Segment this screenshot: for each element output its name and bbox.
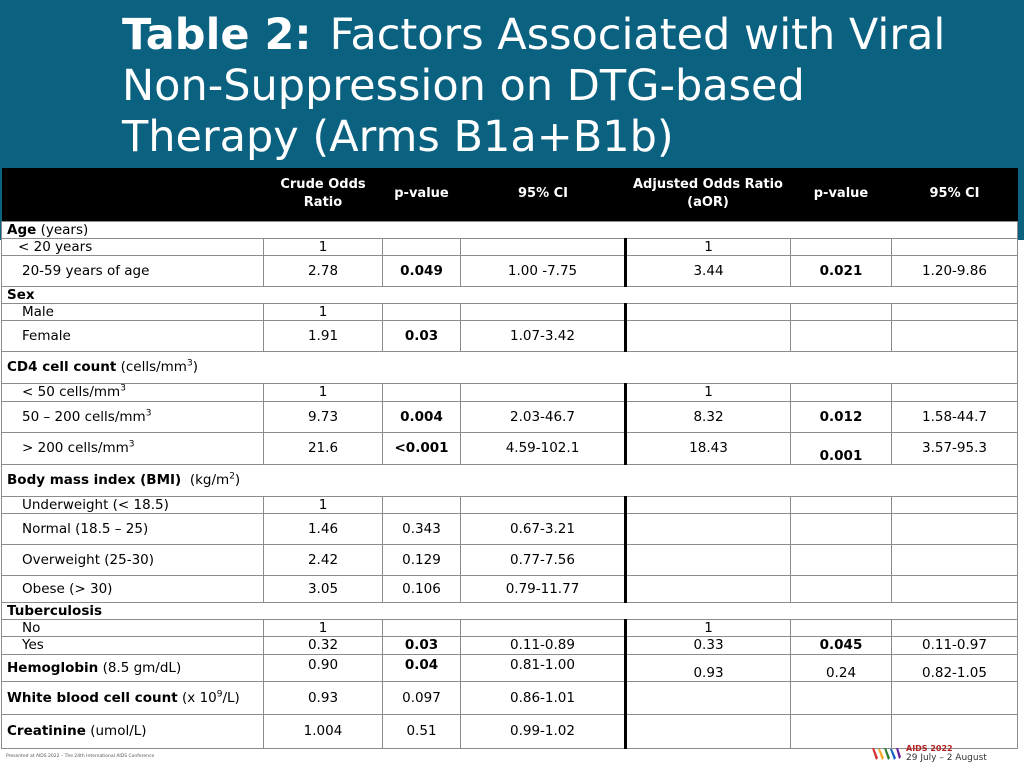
cell-crude-p: 0.03 [383,636,461,654]
cell-crude-p: 0.049 [383,255,461,286]
cell-aor: 8.32 [626,401,791,432]
cell-crude-p [383,383,461,401]
cell-aor: 0.93 [626,654,791,681]
cell-adj-p [791,575,892,602]
cell-aor: 3.44 [626,255,791,286]
row-label: Overweight (25-30) [2,544,264,575]
table-header-row [2,168,1018,221]
table-row [2,681,1018,714]
section-age [2,221,1018,238]
cell-crude-or: 1.46 [264,513,383,544]
section-tb-label: Tuberculosis [7,602,103,619]
footer-note: Presented at AIDS 2022 – The 24th International AIDS Conference [6,754,155,759]
cell-crude-ci: 1.00 -7.75 [461,255,626,286]
table-row [2,320,1018,351]
section-bmi-unit-close: ) [234,472,241,488]
table-row [2,238,1018,255]
row-label-text: 50 – 200 cells/mm [22,408,146,425]
header-crude-p: p-value [383,168,461,221]
table-row [2,303,1018,320]
cell-crude-p: 0.097 [383,681,461,714]
cell-adj-p [791,303,892,320]
row-label [2,383,264,401]
conference-name: AIDS 2022 [906,744,953,753]
slide-title [122,10,982,163]
cell-adj-p [791,513,892,544]
cell-crude-p: 0.343 [383,513,461,544]
section-tb [2,602,1018,619]
cell-aor [626,513,791,544]
row-label-sup: 9 [216,689,223,699]
section-row-tb [2,602,1018,619]
section-row-age [2,221,1018,238]
table-row [2,496,1018,513]
cell-crude-p [383,238,461,255]
row-label-bold: Creatinine [7,723,86,739]
section-bmi-label: Body mass index (BMI) [7,472,182,488]
header-factor [2,168,264,221]
section-bmi-unit: (kg/m [189,472,230,488]
cell-crude-ci [461,383,626,401]
cell-aor [626,496,791,513]
cell-adj-ci [892,383,1018,401]
cell-crude-or: 9.73 [264,401,383,432]
table-row [2,654,1018,681]
row-label-sup: 3 [128,439,135,450]
header-crude-ci: 95% CI [461,168,626,221]
cell-adj-ci: 0.11-0.97 [892,636,1018,654]
cell-aor: 0.33 [626,636,791,654]
section-cd4-unit: (cells/mm [120,359,187,375]
cell-adj-ci [892,619,1018,636]
row-label-unit: (8.5 gm/dL) [102,659,182,676]
cell-crude-or: 0.93 [264,681,383,714]
conference-logo [868,744,1018,764]
cell-aor [626,544,791,575]
cell-adj-p: 0.021 [791,255,892,286]
header-adj-ci: 95% CI [892,168,1018,221]
cell-adj-p [791,320,892,351]
header-aor: Adjusted Odds Ratio (aOR) [626,168,791,221]
row-label [2,714,264,748]
cell-aor [626,303,791,320]
table-row [2,432,1018,464]
cell-crude-ci: 2.03-46.7 [461,401,626,432]
cell-aor: 1 [626,238,791,255]
section-cd4-label: CD4 cell count [7,359,117,375]
cell-crude-or: 2.78 [264,255,383,286]
table-row [2,255,1018,286]
section-bmi-unit-sup: 2 [229,471,235,482]
row-label-unit-close: /L) [222,689,240,706]
cell-adj-ci [892,544,1018,575]
row-label [2,401,264,432]
row-label [2,654,264,681]
cell-adj-ci [892,238,1018,255]
row-label-unit: (x 10 [182,689,217,706]
cell-aor: 18.43 [626,432,791,464]
table-row [2,401,1018,432]
row-label: Male [2,303,264,320]
table-row [2,383,1018,401]
ribbons-icon [868,746,902,762]
cell-adj-ci: 1.58-44.7 [892,401,1018,432]
cell-aor [626,681,791,714]
cell-adj-ci [892,681,1018,714]
section-cd4-unit-close: ) [192,359,198,375]
row-label-text: > 200 cells/mm [22,440,129,456]
row-label-sup: 3 [120,383,126,394]
cell-adj-p: 0.001 [791,432,892,464]
cell-adj-p [791,496,892,513]
section-age-label: Age [7,221,37,238]
cell-crude-p: <0.001 [383,432,461,464]
cell-adj-p [791,383,892,401]
section-cd4-unit-sup: 3 [186,358,193,369]
header-crude-or: Crude Odds Ratio [264,168,383,221]
cell-crude-p: 0.04 [383,654,461,681]
row-label-bold: Hemoglobin [7,659,99,676]
cell-aor: 1 [626,383,791,401]
cell-crude-or: 1 [264,238,383,255]
section-sex-label: Sex [7,286,35,303]
cell-crude-p [383,619,461,636]
cell-adj-p [791,544,892,575]
cell-aor [626,320,791,351]
cell-adj-ci [892,496,1018,513]
cell-adj-p: 0.012 [791,401,892,432]
row-label: Underweight (< 18.5) [2,496,264,513]
cell-adj-ci: 0.82-1.05 [892,654,1018,681]
section-row-bmi [2,464,1018,496]
cell-crude-or: 1.91 [264,320,383,351]
cell-crude-or: 1 [264,496,383,513]
cell-crude-ci: 0.81-1.00 [461,654,626,681]
row-label: No [2,619,264,636]
cell-crude-p [383,496,461,513]
header-adj-p: p-value [791,168,892,221]
cell-crude-ci: 0.79-11.77 [461,575,626,602]
cell-crude-p [383,303,461,320]
cell-aor: 1 [626,619,791,636]
title-text: Factors Associated with Viral Non-Suppression on DTG-based Therapy (Arms B1a+B1b) [122,10,946,162]
cell-crude-p: 0.106 [383,575,461,602]
cell-crude-p: 0.129 [383,544,461,575]
cell-adj-ci [892,303,1018,320]
cell-aor [626,575,791,602]
cell-adj-p [791,681,892,714]
row-label: Normal (18.5 – 25) [2,513,264,544]
cell-crude-or: 3.05 [264,575,383,602]
section-age-unit: (years) [40,221,89,238]
cell-crude-p: 0.004 [383,401,461,432]
cell-adj-p: 0.24 [791,654,892,681]
row-label: Female [2,320,264,351]
cell-crude-ci [461,496,626,513]
cell-crude-ci [461,619,626,636]
cell-crude-or: 21.6 [264,432,383,464]
cell-crude-ci: 0.99-1.02 [461,714,626,748]
cell-crude-ci: 0.11-0.89 [461,636,626,654]
row-label: Obese (> 30) [2,575,264,602]
results-table [1,168,1018,749]
section-row-sex [2,286,1018,303]
cell-crude-or: 1 [264,619,383,636]
cell-adj-ci [892,575,1018,602]
cell-crude-ci: 0.67-3.21 [461,513,626,544]
cell-adj-ci [892,320,1018,351]
section-bmi [2,464,1018,496]
row-label: Yes [2,636,264,654]
cell-crude-ci: 1.07-3.42 [461,320,626,351]
cell-crude-or: 1.004 [264,714,383,748]
table-row [2,636,1018,654]
cell-adj-p [791,714,892,748]
cell-aor [626,714,791,748]
cell-adj-ci: 3.57-95.3 [892,432,1018,464]
table-row [2,714,1018,748]
cell-adj-p [791,619,892,636]
cell-adj-p [791,238,892,255]
cell-crude-ci: 0.86-1.01 [461,681,626,714]
row-label-unit: (umol/L) [90,723,147,739]
cell-crude-or: 1 [264,303,383,320]
cell-adj-ci: 1.20-9.86 [892,255,1018,286]
cell-crude-ci: 0.77-7.56 [461,544,626,575]
row-label [2,432,264,464]
cell-crude-ci [461,303,626,320]
section-cd4 [2,351,1018,383]
cell-crude-ci: 4.59-102.1 [461,432,626,464]
table-row [2,513,1018,544]
row-label: 20-59 years of age [2,255,264,286]
cell-adj-ci [892,513,1018,544]
title-table-number: Table 2: [122,10,312,60]
cell-crude-or: 2.42 [264,544,383,575]
cell-crude-or: 0.32 [264,636,383,654]
row-label-bold: White blood cell count [7,689,178,706]
table-row [2,544,1018,575]
row-label-text: < 50 cells/mm [22,384,121,400]
cell-adj-ci [892,714,1018,748]
cell-crude-or: 0.90 [264,654,383,681]
row-label-sup: 3 [145,408,152,418]
row-label [2,681,264,714]
section-row-cd4 [2,351,1018,383]
section-sex [2,286,1018,303]
cell-crude-p: 0.51 [383,714,461,748]
conference-dates: 29 July – 2 August [906,753,987,763]
table-row [2,575,1018,602]
cell-crude-or: 1 [264,383,383,401]
table-row [2,619,1018,636]
cell-crude-p: 0.03 [383,320,461,351]
cell-crude-ci [461,238,626,255]
cell-adj-p: 0.045 [791,636,892,654]
row-label: < 20 years [2,238,264,255]
